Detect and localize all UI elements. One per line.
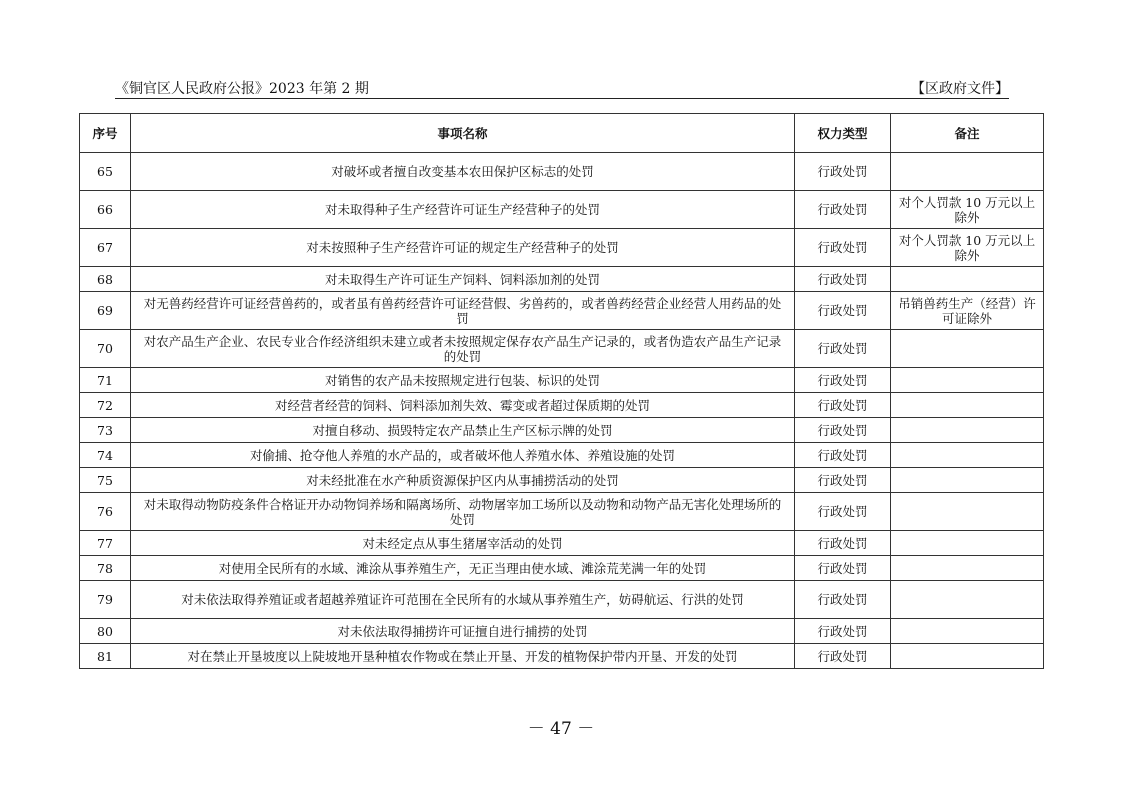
remarks: 对个人罚款 10 万元以上除外	[891, 229, 1044, 267]
row-number: 69	[80, 292, 131, 330]
table-header-row	[80, 114, 1044, 153]
remarks	[891, 418, 1044, 443]
remarks: 对个人罚款 10 万元以上除外	[891, 191, 1044, 229]
item-name: 对未依法取得捕捞许可证擅自进行捕捞的处罚	[131, 619, 795, 644]
item-name: 对经营者经营的饲料、饲料添加剂失效、霉变或者超过保质期的处罚	[131, 393, 795, 418]
power-type: 行政处罚	[795, 191, 891, 229]
page-header	[115, 78, 1009, 98]
table-row	[80, 368, 1044, 393]
row-number: 68	[80, 267, 131, 292]
row-number: 77	[80, 531, 131, 556]
remarks	[891, 153, 1044, 191]
item-name: 对未取得种子生产经营许可证生产经营种子的处罚	[131, 191, 795, 229]
item-name: 对未按照种子生产经营许可证的规定生产经营种子的处罚	[131, 229, 795, 267]
row-number: 81	[80, 644, 131, 669]
row-number: 73	[80, 418, 131, 443]
item-name: 对未经定点从事生猪屠宰活动的处罚	[131, 531, 795, 556]
item-name: 对偷捕、抢夺他人养殖的水产品的，或者破坏他人养殖水体、养殖设施的处罚	[131, 443, 795, 468]
table-row	[80, 393, 1044, 418]
table-row	[80, 531, 1044, 556]
header-rule	[115, 98, 1009, 99]
row-number: 71	[80, 368, 131, 393]
remarks	[891, 443, 1044, 468]
power-type: 行政处罚	[795, 531, 891, 556]
power-type: 行政处罚	[795, 468, 891, 493]
row-number: 80	[80, 619, 131, 644]
item-name: 对使用全民所有的水域、滩涂从事养殖生产，无正当理由使水域、滩涂荒芜满一年的处罚	[131, 556, 795, 581]
power-type: 行政处罚	[795, 581, 891, 619]
remarks	[891, 581, 1044, 619]
row-number: 72	[80, 393, 131, 418]
power-type: 行政处罚	[795, 619, 891, 644]
table-row	[80, 556, 1044, 581]
table-row	[80, 493, 1044, 531]
power-type: 行政处罚	[795, 292, 891, 330]
row-number: 66	[80, 191, 131, 229]
remarks	[891, 644, 1044, 669]
table-row	[80, 229, 1044, 267]
item-name: 对未取得动物防疫条件合格证开办动物饲养场和隔离场所、动物屠宰加工场所以及动物和动物产品无害化处理场所的处罚	[131, 493, 795, 531]
item-name: 对销售的农产品未按照规定进行包装、标识的处罚	[131, 368, 795, 393]
row-number: 79	[80, 581, 131, 619]
table-body	[80, 153, 1044, 669]
item-name: 对破坏或者擅自改变基本农田保护区标志的处罚	[131, 153, 795, 191]
item-name: 对擅自移动、损毁特定农产品禁止生产区标示牌的处罚	[131, 418, 795, 443]
section-label: 【区政府文件】	[911, 81, 1009, 97]
row-number: 65	[80, 153, 131, 191]
power-type: 行政处罚	[795, 556, 891, 581]
row-number: 76	[80, 493, 131, 531]
power-type: 行政处罚	[795, 418, 891, 443]
page-number: － 47 －	[527, 719, 595, 739]
table-row	[80, 581, 1044, 619]
item-name: 对未取得生产许可证生产饲料、饲料添加剂的处罚	[131, 267, 795, 292]
items-table	[79, 113, 1044, 669]
row-number: 78	[80, 556, 131, 581]
row-number: 74	[80, 443, 131, 468]
row-number: 67	[80, 229, 131, 267]
col-header-remarks: 备注	[891, 114, 1044, 153]
power-type: 行政处罚	[795, 229, 891, 267]
table-row	[80, 418, 1044, 443]
row-number: 75	[80, 468, 131, 493]
remarks	[891, 330, 1044, 368]
power-type: 行政处罚	[795, 330, 891, 368]
remarks	[891, 393, 1044, 418]
remarks	[891, 531, 1044, 556]
table-row	[80, 191, 1044, 229]
power-type: 行政处罚	[795, 393, 891, 418]
power-type: 行政处罚	[795, 153, 891, 191]
item-name: 对无兽药经营许可证经营兽药的，或者虽有兽药经营许可证经营假、劣兽药的，或者兽药经营企业经营人用药品的处罚	[131, 292, 795, 330]
table-row	[80, 330, 1044, 368]
remarks	[891, 493, 1044, 531]
power-type: 行政处罚	[795, 493, 891, 531]
table-row	[80, 153, 1044, 191]
remarks	[891, 468, 1044, 493]
col-header-number: 序号	[80, 114, 131, 153]
remarks	[891, 556, 1044, 581]
remarks	[891, 267, 1044, 292]
item-name: 对在禁止开垦坡度以上陡坡地开垦种植农作物或在禁止开垦、开发的植物保护带内开垦、开发的处罚	[131, 644, 795, 669]
table-row	[80, 619, 1044, 644]
col-header-power-type: 权力类型	[795, 114, 891, 153]
power-type: 行政处罚	[795, 644, 891, 669]
power-type: 行政处罚	[795, 368, 891, 393]
row-number: 70	[80, 330, 131, 368]
item-name: 对未经批准在水产种质资源保护区内从事捕捞活动的处罚	[131, 468, 795, 493]
table-row	[80, 468, 1044, 493]
table-row	[80, 292, 1044, 330]
col-header-item-name: 事项名称	[131, 114, 795, 153]
remarks	[891, 368, 1044, 393]
table-row	[80, 443, 1044, 468]
item-name: 对农产品生产企业、农民专业合作经济组织未建立或者未按照规定保存农产品生产记录的，或者伪造农产品生产记录的处罚	[131, 330, 795, 368]
publication-title: 《铜官区人民政府公报》2023 年第 2 期	[115, 81, 369, 97]
remarks: 吊销兽药生产（经营）许可证除外	[891, 292, 1044, 330]
power-type: 行政处罚	[795, 267, 891, 292]
table-row	[80, 644, 1044, 669]
item-name: 对未依法取得养殖证或者超越养殖证许可范围在全民所有的水域从事养殖生产，妨碍航运、行洪的处罚	[131, 581, 795, 619]
remarks	[891, 619, 1044, 644]
table-row	[80, 267, 1044, 292]
power-type: 行政处罚	[795, 443, 891, 468]
